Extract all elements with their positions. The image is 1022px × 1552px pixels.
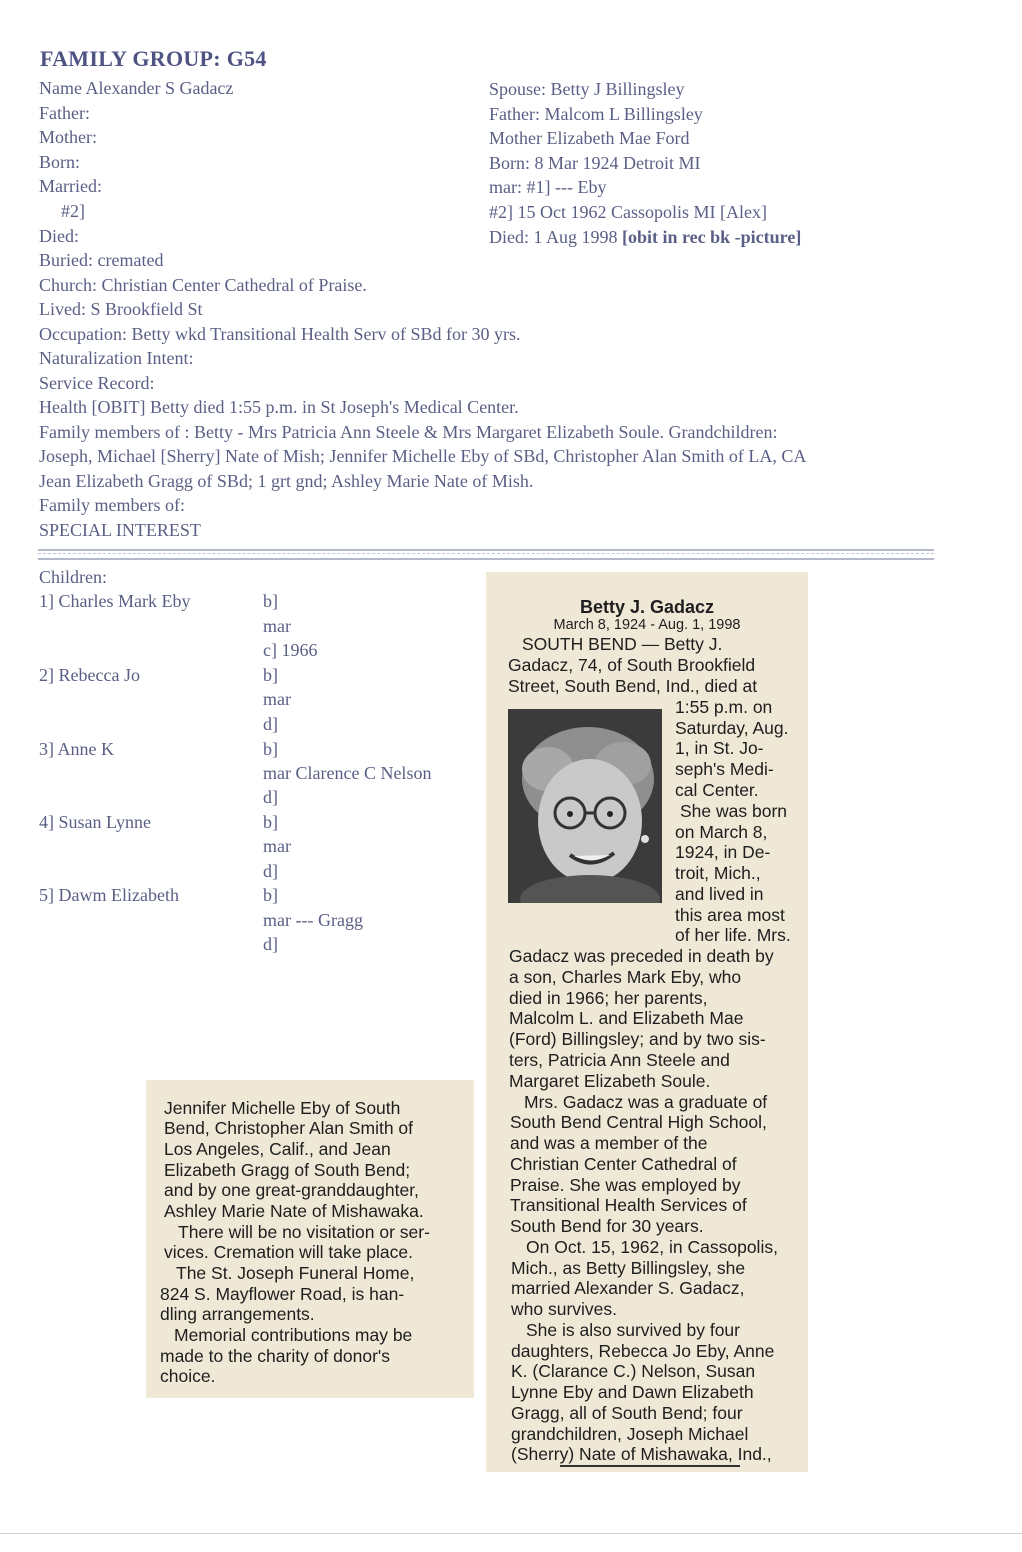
- detail-health: Health [OBIT] Betty died 1:55 p.m. in St Joseph's Medical Center.: [39, 397, 519, 417]
- obituary-line: ters, Patricia Ann Steele and: [509, 1050, 730, 1070]
- obituary-line: South Bend Central High School,: [510, 1112, 767, 1132]
- obituary-line: Gadacz, 74, of South Brookfield: [508, 655, 756, 675]
- child-fact: b]: [263, 739, 278, 759]
- child-fact: mar: [263, 836, 291, 856]
- obituary-line: She was born: [680, 801, 788, 821]
- child-name: 3] Anne K: [39, 739, 114, 759]
- detail-special-interest: SPECIAL INTEREST: [39, 519, 201, 540]
- child-name: 4] Susan Lynne: [39, 812, 151, 832]
- obituary-continued-line: dling arrangements.: [160, 1304, 315, 1324]
- spouse-father: Father: Malcom L Billingsley: [489, 103, 703, 124]
- child-fact: mar: [263, 689, 291, 709]
- obituary-line: daughters, Rebecca Jo Eby, Anne: [511, 1341, 775, 1361]
- detail-family-members-2: Family members of:: [39, 495, 185, 515]
- husband-column: [39, 76, 233, 248]
- obituary-line: and lived in: [675, 884, 764, 904]
- husband-married-2: #2]: [61, 200, 85, 221]
- child-fact: d]: [263, 714, 278, 734]
- obituary-continued-clipping: [146, 1080, 474, 1398]
- details-block: [39, 248, 806, 542]
- spouse-name: Spouse: Betty J Billingsley: [489, 79, 685, 99]
- obituary-continued-line: The St. Joseph Funeral Home,: [176, 1263, 415, 1283]
- obituary-continued-line: Bend, Christopher Alan Smith of: [164, 1118, 414, 1138]
- obituary-line: (Ford) Billingsley; and by two sis-: [509, 1029, 766, 1049]
- obituary-continued-line: vices. Cremation will take place.: [164, 1242, 413, 1262]
- obituary-continued-line: and by one great-granddaughter,: [164, 1180, 419, 1200]
- child-fact: b]: [263, 591, 278, 611]
- husband-father: Father:: [39, 102, 90, 123]
- children-label: Children:: [39, 567, 107, 587]
- obituary-line: (Sherry) Nate of Mishawaka, Ind.,: [511, 1444, 772, 1464]
- spouse-born: Born: 8 Mar 1924 Detroit MI: [489, 152, 701, 173]
- obituary-line: of her life. Mrs.: [675, 925, 791, 945]
- child-name: 5] Dawm Elizabeth: [39, 885, 179, 905]
- double-divider: [38, 549, 934, 560]
- obituary-line: South Bend for 30 years.: [510, 1216, 704, 1236]
- husband-married: Married:: [39, 176, 102, 197]
- child-name: 1] Charles Mark Eby: [39, 591, 191, 611]
- obituary-line: this area most: [675, 905, 785, 925]
- obituary-line: troit, Mich.,: [675, 863, 761, 883]
- obituary-continued-line: made to the charity of donor's: [160, 1346, 390, 1366]
- husband-born: Born:: [39, 151, 81, 172]
- obituary-photo: [508, 709, 662, 903]
- obituary-line: and was a member of the: [510, 1133, 708, 1153]
- obituary-line: who survives.: [511, 1299, 618, 1319]
- husband-name: Name Alexander S Gadacz: [39, 78, 234, 98]
- detail-service: Service Record:: [39, 372, 155, 393]
- obituary-line: 1:55 p.m. on: [675, 697, 773, 717]
- obituary-line: a son, Charles Mark Eby, who: [509, 967, 742, 987]
- child-fact: c] 1966: [263, 640, 318, 660]
- obituary-line: 1, in St. Jo-: [675, 738, 764, 758]
- obituary-line: SOUTH BEND — Betty J.: [522, 634, 723, 654]
- detail-lived: Lived: S Brookfield St: [39, 299, 203, 319]
- obituary-line: She is also survived by four: [526, 1320, 740, 1340]
- husband-mother: Mother:: [39, 127, 97, 148]
- obituary-line: Street, South Bend, Ind., died at: [508, 676, 758, 696]
- detail-naturalization: Naturalization Intent:: [39, 348, 194, 368]
- obituary-line: on March 8,: [675, 822, 768, 842]
- obituary-line: Lynne Eby and Dawn Elizabeth: [511, 1382, 754, 1402]
- spouse-died-label: Died: 1 Aug 1998: [489, 226, 622, 247]
- obituary-line: K. (Clarance C.) Nelson, Susan: [511, 1361, 756, 1381]
- family-group-title: FAMILY GROUP: G54: [40, 46, 267, 71]
- spouse-mother: Mother Elizabeth Mae Ford: [489, 128, 690, 149]
- obituary-line: cal Center.: [675, 780, 759, 800]
- page-bottom-edge: [0, 1533, 1022, 1534]
- obituary-line: Malcolm L. and Elizabeth Mae: [509, 1008, 744, 1028]
- detail-grandchildren-2: Jean Elizabeth Gragg of SBd; 1 grt gnd; Ashley Marie Nate of Mish.: [39, 470, 534, 491]
- obituary-continued-line: Elizabeth Gragg of South Bend;: [164, 1160, 411, 1180]
- obituary-line: seph's Medi-: [675, 759, 774, 779]
- obituary-line: grandchildren, Joseph Michael: [511, 1424, 749, 1444]
- obituary-clipping: [486, 572, 808, 1472]
- obituary-continued-line: choice.: [160, 1366, 216, 1386]
- child-fact: d]: [263, 934, 278, 954]
- spouse-died-note: [obit in rec bk -picture]: [622, 226, 802, 247]
- husband-died: Died:: [39, 225, 79, 246]
- child-fact: b]: [263, 665, 278, 685]
- obituary-line: Praise. She was employed by: [510, 1175, 741, 1195]
- child-fact: mar: [263, 616, 291, 636]
- spouse-died: [489, 225, 801, 250]
- spouse-married-1: mar: #1] --- Eby: [489, 177, 607, 198]
- child-fact: mar Clarence C Nelson: [263, 763, 432, 783]
- obituary-line: Saturday, Aug.: [675, 718, 789, 738]
- detail-buried: Buried: cremated: [39, 250, 164, 270]
- obituary-continued-line: Los Angeles, Calif., and Jean: [164, 1139, 391, 1159]
- detail-family-members: Family members of : Betty - Mrs Patricia Ann Steele & Mrs Margaret Elizabeth Soule. Grandchildren:: [39, 421, 778, 442]
- obituary-line: married Alexander S. Gadacz,: [511, 1278, 745, 1298]
- obituary-dates: March 8, 1924 - Aug. 1, 1998: [553, 617, 741, 633]
- obituary-continued-line: Jennifer Michelle Eby of South: [164, 1098, 401, 1118]
- obituary-continued-line: There will be no visitation or ser-: [178, 1222, 430, 1242]
- obituary-line: 1924, in De-: [675, 842, 771, 862]
- detail-church: Church: Christian Center Cathedral of Praise.: [39, 274, 367, 295]
- spouse-married-2: #2] 15 Oct 1962 Cassopolis MI [Alex]: [489, 201, 767, 222]
- obituary-line: Mich., as Betty Billingsley, she: [511, 1258, 746, 1278]
- obituary-continued-line: 824 S. Mayflower Road, is han-: [160, 1284, 405, 1304]
- detail-occupation: Occupation: Betty wkd Transitional Health Serv of SBd for 30 yrs.: [39, 323, 521, 344]
- spouse-column: [489, 77, 801, 249]
- child-name: 2] Rebecca Jo: [39, 665, 140, 685]
- obituary-line: Mrs. Gadacz was a graduate of: [524, 1092, 768, 1112]
- child-fact: b]: [263, 812, 278, 832]
- obituary-name: Betty J. Gadacz: [579, 597, 715, 617]
- child-fact: d]: [263, 787, 278, 807]
- obituary-line: Christian Center Cathedral of: [510, 1154, 737, 1174]
- obituary-line: died in 1966; her parents,: [509, 988, 708, 1008]
- ink-underline: [560, 1465, 740, 1467]
- child-fact: d]: [263, 861, 278, 881]
- child-fact: b]: [263, 885, 278, 905]
- obituary-line: Gragg, all of South Bend; four: [511, 1403, 743, 1423]
- obituary-continued-line: Ashley Marie Nate of Mishawaka.: [164, 1201, 424, 1221]
- obituary-continued-line: Memorial contributions may be: [174, 1325, 413, 1345]
- obituary-line: Margaret Elizabeth Soule.: [509, 1071, 711, 1091]
- obituary-line: Gadacz was preceded in death by: [509, 946, 774, 966]
- obituary-line: Transitional Health Services of: [510, 1195, 747, 1215]
- obituary-line: On Oct. 15, 1962, in Cassopolis,: [526, 1237, 778, 1257]
- detail-grandchildren-1: Joseph, Michael [Sherry] Nate of Mish; Jennifer Michelle Eby of SBd, Christopher Alan Smith of LA, CA: [39, 446, 807, 466]
- child-fact: mar --- Gragg: [263, 910, 363, 930]
